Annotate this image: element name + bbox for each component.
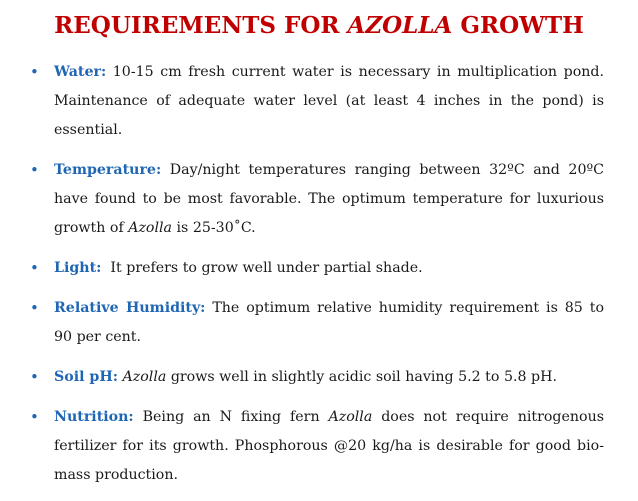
list-item-soil-ph [30, 363, 604, 392]
bullet-icon: • [30, 299, 39, 317]
list-item-relative-humidity [30, 294, 604, 352]
item-label: Light: [54, 260, 102, 276]
bullet-icon: • [30, 408, 39, 426]
bullet-icon: • [30, 161, 39, 179]
item-text: Being an N fixing fern [133, 409, 329, 425]
title-text-end: GROWTH [452, 12, 584, 39]
bullet-icon: • [30, 259, 39, 277]
item-label: Water: [54, 64, 107, 80]
item-text: 10-15 cm fresh current water is necessary in multiplication pond. Maintenance of adequate water level (at least 4 inches in the pond) is essential. [54, 64, 604, 138]
item-italic-text: Azolla [328, 409, 373, 425]
list-item-nutrition [30, 403, 604, 490]
requirements-list [30, 58, 604, 501]
item-label: Temperature: [54, 162, 162, 178]
slide-title [0, 12, 638, 39]
item-italic-text: Azolla [122, 369, 167, 385]
title-italic-text: AZOLLA [347, 12, 453, 39]
list-item-temperature [30, 156, 604, 243]
item-label: Nutrition: [54, 409, 134, 425]
item-italic-text: Azolla [128, 220, 172, 236]
item-label: Soil pH: [54, 369, 118, 385]
title-text: REQUIREMENTS FOR [54, 12, 348, 39]
item-text-end: grows well in slightly acidic soil having 5.2 to 5.8 pH. [166, 369, 557, 385]
item-text-end: is 25-30˚C. [172, 220, 256, 236]
bullet-icon: • [30, 63, 39, 81]
item-text-end: does not require nitrogenous fertilizer for its growth. Phosphorous @20 kg/ha is desirable for good bio-mass production. [54, 409, 604, 483]
list-item-water [30, 58, 604, 145]
bullet-icon: • [30, 368, 39, 386]
list-item-light [30, 254, 604, 283]
item-text: The optimum relative humidity requirement is 85 to 90 per cent. [54, 300, 604, 345]
item-text: Day/night temperatures ranging between 32ºC and 20ºC have found to be most favorable. The optimum temperature for luxurious growth of [54, 162, 604, 236]
item-text: It prefers to grow well under partial shade. [101, 260, 423, 276]
item-label: Relative Humidity: [54, 300, 206, 316]
